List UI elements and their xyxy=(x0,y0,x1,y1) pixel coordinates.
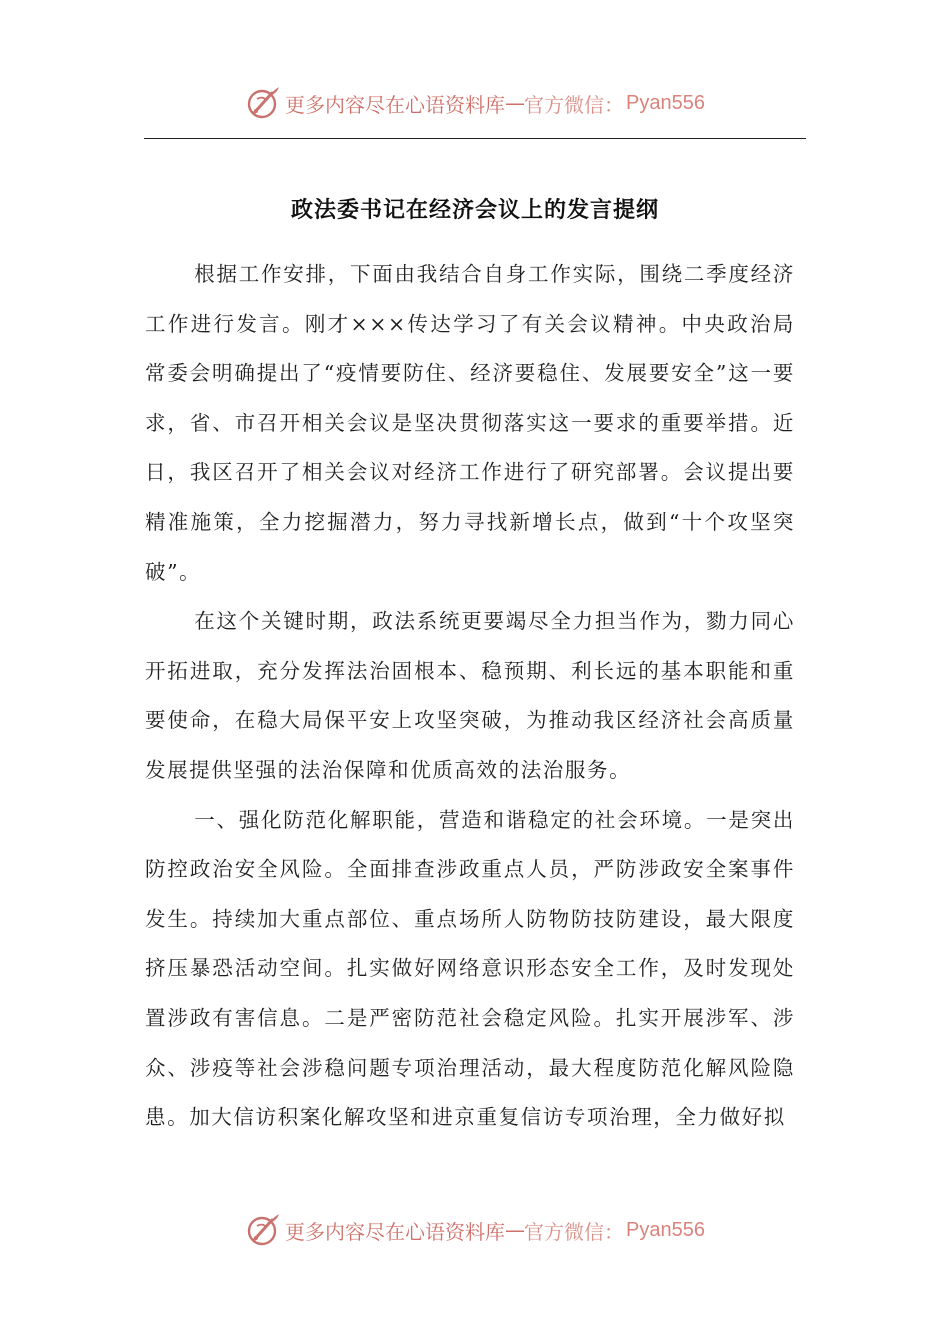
quill-pen-circle-icon xyxy=(245,85,281,121)
header-watermark-banner xyxy=(0,83,950,123)
body-paragraph: 一、强化防范化解职能，营造和谐稳定的社会环境。一是突出防控政治安全风险。全面排查涉政重点人员，严防涉政安全案事件发生。持续加大重点部位、重点场所人防物防技防建设，最大限度挤压暴恐活动空间。扎实做好网络意识形态安全工作，及时发现处置涉政有害信息。二是严密防范社会稳定风险。扎实开展涉军、涉众、涉疫等社会涉稳问题专项治理活动，最大程度防范化解风险隐患。加大信访积案化解攻坚和进京重复信访专项治理，全力做好拟 xyxy=(145,807,795,1130)
banner-wechat-id: Pyan556 xyxy=(626,1218,705,1241)
document-title: 政法委书记在经济会议上的发言提纲 xyxy=(290,197,659,223)
banner-wechat-id: Pyan556 xyxy=(626,91,705,114)
banner-official-text: 官方微信： xyxy=(524,1219,625,1244)
document-body xyxy=(145,250,795,1143)
body-paragraph: 在这个关键时期，政法系统更要竭尽全力担当作为，勠力同心开拓进取，充分发挥法治固根本、稳预期、利长远的基本职能和重要使命，在稳大局保平安上攻坚突破，为推动我区经济社会高质量发展提供坚强的法治保障和优质高效的法治服务。 xyxy=(145,609,795,782)
banner-brand-text: 更多内容尽在心语资料库 xyxy=(285,92,506,117)
banner-separator: — xyxy=(505,91,525,115)
footer-watermark-banner xyxy=(0,1210,950,1250)
banner-official-text: 官方微信： xyxy=(524,92,625,117)
banner-separator: — xyxy=(505,1218,525,1242)
body-paragraph: 根据工作安排，下面由我结合自身工作实际，围绕二季度经济工作进行发言。刚才×××传达学习了有关会议精神。中央政治局常委会明确提出了“疫情要防住、经济要稳住、发展要安全”这一要求，省、市召开相关会议是坚决贯彻落实这一要求的重要举措。近日，我区召开了相关会议对经济工作进行了研究部署。会议提出要精准施策，全力挖掘潜力，努力寻找新增长点，做到“十个攻坚突破”。 xyxy=(145,262,795,584)
header-divider xyxy=(144,138,806,139)
quill-pen-circle-icon xyxy=(245,1212,281,1248)
banner-brand-text: 更多内容尽在心语资料库 xyxy=(285,1219,506,1244)
